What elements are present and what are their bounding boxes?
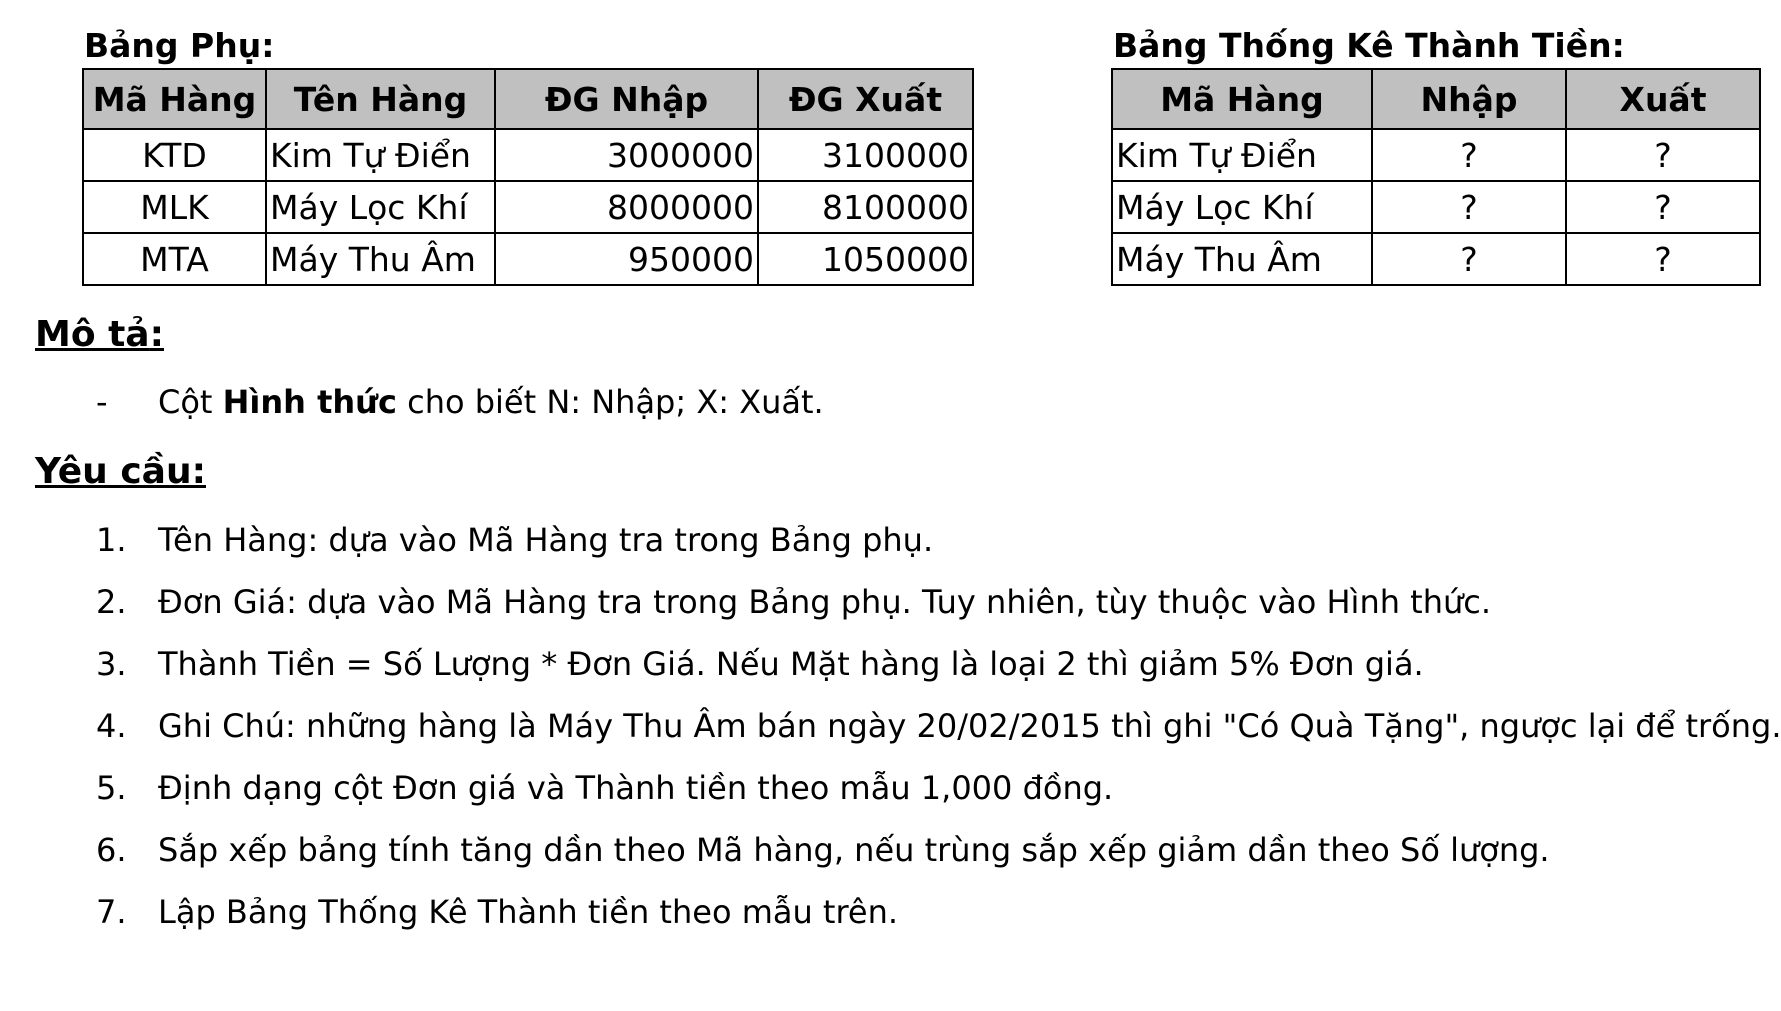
table-cell: 3000000 [495, 129, 758, 181]
table-cell: Máy Lọc Khí [1112, 181, 1372, 233]
table-cell: 8000000 [495, 181, 758, 233]
list-number: 6. [96, 831, 127, 869]
table-cell: 1050000 [758, 233, 973, 285]
description-title: Mô tả [35, 314, 150, 355]
list-number: 5. [96, 769, 127, 807]
description-title-colon: : [149, 314, 164, 355]
aux-header-cell: ĐG Xuất [758, 69, 973, 129]
list-text: Lập Bảng Thống Kê Thành tiền theo mẫu trên. [158, 893, 899, 931]
list-text: Sắp xếp bảng tính tăng dần theo Mã hàng, nếu trùng sắp xếp giảm dần theo Số lượng. [158, 831, 1550, 869]
table-row [83, 129, 973, 181]
list-number: 1. [96, 521, 127, 559]
requirements-heading: Yêu cầu: [35, 451, 206, 492]
list-number: 2. [96, 583, 127, 621]
table-cell: ? [1372, 181, 1566, 233]
list-text: Đơn Giá: dựa vào Mã Hàng tra trong Bảng phụ. Tuy nhiên, tùy thuộc vào Hình thức. [158, 583, 1492, 621]
table-row [83, 233, 973, 285]
stats-table [1111, 68, 1761, 286]
table-cell: Kim Tự Điển [1112, 129, 1372, 181]
table-cell: ? [1566, 129, 1760, 181]
aux-header-cell: Tên Hàng [266, 69, 495, 129]
list-number: 4. [96, 707, 127, 745]
bullet-dash: - [96, 383, 108, 421]
stats-table-header-row [1112, 69, 1760, 129]
table-cell: ? [1372, 233, 1566, 285]
table-row [1112, 233, 1760, 285]
stats-header-cell: Xuất [1566, 69, 1760, 129]
table-row [1112, 181, 1760, 233]
aux-header-cell: Mã Hàng [83, 69, 266, 129]
aux-table-header-row [83, 69, 973, 129]
table-cell: ? [1372, 129, 1566, 181]
description-heading [35, 315, 164, 355]
table-cell: 8100000 [758, 181, 973, 233]
aux-table-caption: Bảng Phụ: [84, 26, 275, 65]
list-text: Tên Hàng: dựa vào Mã Hàng tra trong Bảng phụ. [158, 521, 934, 559]
table-cell: MLK [83, 181, 266, 233]
list-number: 3. [96, 645, 127, 683]
description-text-after: cho biết N: Nhập; X: Xuất. [396, 383, 824, 421]
table-cell: KTD [83, 129, 266, 181]
aux-table [82, 68, 974, 286]
description-text-before: Cột [158, 383, 223, 421]
aux-header-cell: ĐG Nhập [495, 69, 758, 129]
list-text: Định dạng cột Đơn giá và Thành tiền theo mẫu 1,000 đồng. [158, 769, 1114, 807]
list-text: Thành Tiền = Số Lượng * Đơn Giá. Nếu Mặt hàng là loại 2 thì giảm 5% Đơn giá. [158, 645, 1424, 683]
table-cell: 950000 [495, 233, 758, 285]
description-text-bold: Hình thức [222, 383, 397, 421]
table-row [1112, 129, 1760, 181]
table-cell: MTA [83, 233, 266, 285]
table-row [83, 181, 973, 233]
stats-header-cell: Mã Hàng [1112, 69, 1372, 129]
list-text: Ghi Chú: những hàng là Máy Thu Âm bán ngày 20/02/2015 thì ghi "Có Quà Tặng", ngược lại để trống. [158, 707, 1781, 745]
table-cell: 3100000 [758, 129, 973, 181]
stats-table-caption: Bảng Thống Kê Thành Tiền: [1113, 26, 1625, 65]
stats-header-cell: Nhập [1372, 69, 1566, 129]
list-number: 7. [96, 893, 127, 931]
table-cell: Máy Thu Âm [266, 233, 495, 285]
table-cell: ? [1566, 181, 1760, 233]
table-cell: Máy Lọc Khí [266, 181, 495, 233]
description-text [158, 382, 824, 422]
table-cell: Kim Tự Điển [266, 129, 495, 181]
table-cell: Máy Thu Âm [1112, 233, 1372, 285]
table-cell: ? [1566, 233, 1760, 285]
